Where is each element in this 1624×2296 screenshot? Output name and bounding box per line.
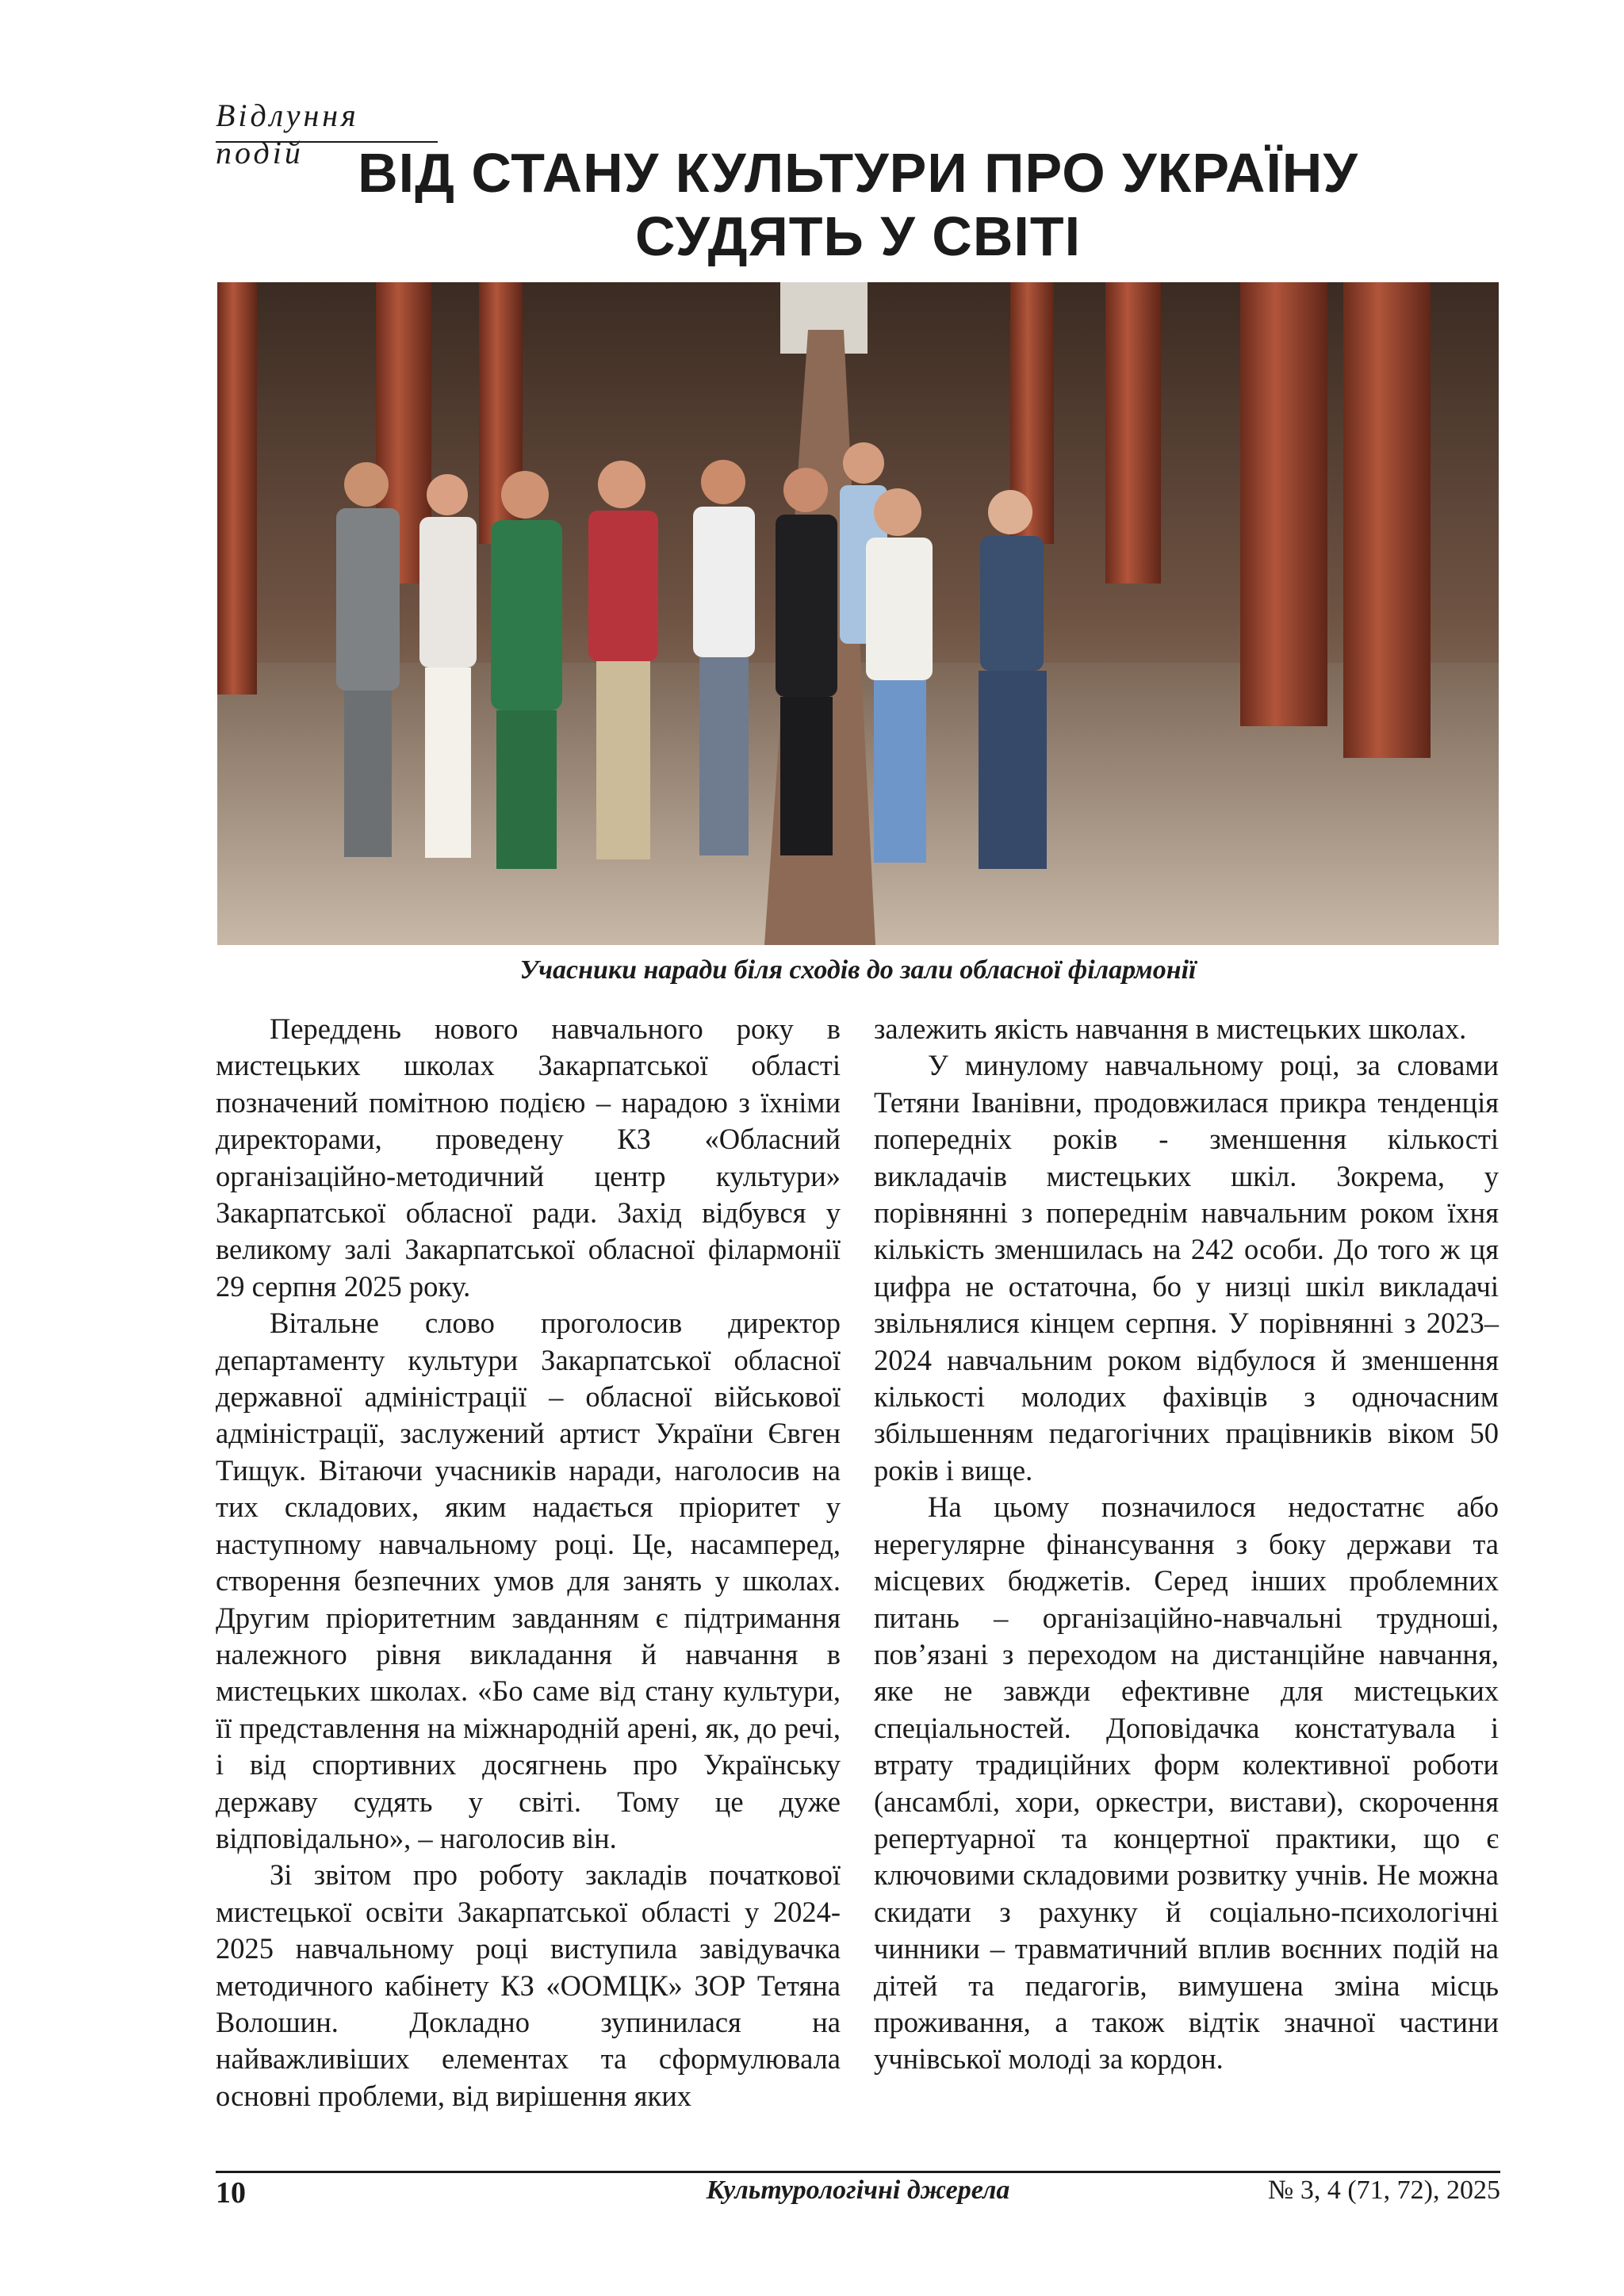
page-number: 10 [216, 2176, 246, 2210]
paragraph: Зі звітом про роботу закладів початкової мистецької освіти Закарпатської області у 2024-2025 навчальному році виступила завідувачка методичного кабінету КЗ «ООМЦК» ЗОР Тетяна Волошин. Докладно зупинилася на найважливіших елементах та сформулювала основні проблеми, від вирішення яких [216, 1858, 841, 2112]
article-column-right [874, 1011, 1499, 2078]
journal-title: Культурологічні джерела [706, 2175, 1010, 2205]
title-line-1: ВІД СТАНУ КУЛЬТУРИ ПРО УКРАЇНУ [358, 142, 1358, 204]
paragraph: Переддень нового навчального року в мистецьких школах Закарпатської області позначений помітною подією – нарадою з їхніми директорами, проведену КЗ «Обласний організаційно-методичний центр культури» Закарпатської обласної ради. Захід відбувся у великому залі Закарпатської обласної філармонії 29 серпня 2025 року. [216, 1012, 841, 1303]
title-line-2: СУДЯТЬ У СВІТІ [634, 205, 1082, 267]
photo-caption: Учасники наради біля сходів до зали обласної філармонії [519, 955, 1197, 985]
paragraph: Вітальне слово проголосив директор департаменту культури Закарпатської обласної державної адміністрації – обласної військової адміністрації, заслужений артист України Євген Тищук. Вітаючи учасників наради, наголосив на тих складових, яким надається пріоритет у наступному навчальному році. Це, насамперед, створення безпечних умов для занять у школах. Другим пріоритетним завданням є підтримання належного рівня викладання й навчання в мистецьких школах. «Бо саме від стану культури, її представлення на міжнародній арені, як, до речі, і від спортивних досягнень про Українську державу судять у світі. Тому це дуже відповідально», – наголосив він. [216, 1307, 841, 1854]
paragraph: У минулому навчальному році, за словами Тетяни Іванівни, продовжилася прикра тенденція попередніх років - зменшення кількості викладачів мистецьких шкіл. Зокрема, у порівнянні з попереднім навчальним роком їхня кількість зменшилась на 242 особи. До того ж ця цифра не остаточна, бо у низці шкіл викладачі звільнялися кінцем серпня. У порівнянні з 2023–2024 навчальним роком відбулося й зменшення кількості молодих фахівців з одночасним збільшенням педагогічних працівників віком 50 років і вище. [874, 1049, 1499, 1487]
group-photo-illustration [217, 282, 1499, 945]
group-photo [217, 282, 1499, 945]
article-title [216, 141, 1500, 268]
footer-rule [216, 2171, 1500, 2173]
section-rubric: Відлуння подій [216, 98, 359, 170]
paragraph: На цьому позначилося недостатнє або нерегулярне фінансування з боку держави та місцевих бюджетів. Серед інших проблемних питань – організаційно-навчальні трудноші, пов’язані з переходом на дистанційне навчання, яке не завжди ефективне для мистецьких спеціальностей. Доповідачка констатувала і втрату традиційних форм колективної роботи (ансамблі, хори, оркестри, вистави), скорочення репертуарної та концертної практики, що є ключовими складовими розвитку учнів. Не можна скидати з рахунку й соціально-психологічні чинники – травматичний вплив воєнних подій на дітей та педагогів, вимушена зміна місць проживання, а також відтік значної частини учнівської молоді за кордон. [874, 1490, 1499, 2076]
paragraph-continued: залежить якість навчання в мистецьких школах. [874, 1012, 1467, 1045]
article-column-left [216, 1011, 841, 2114]
issue-info: № 3, 4 (71, 72), 2025 [1267, 2175, 1500, 2205]
